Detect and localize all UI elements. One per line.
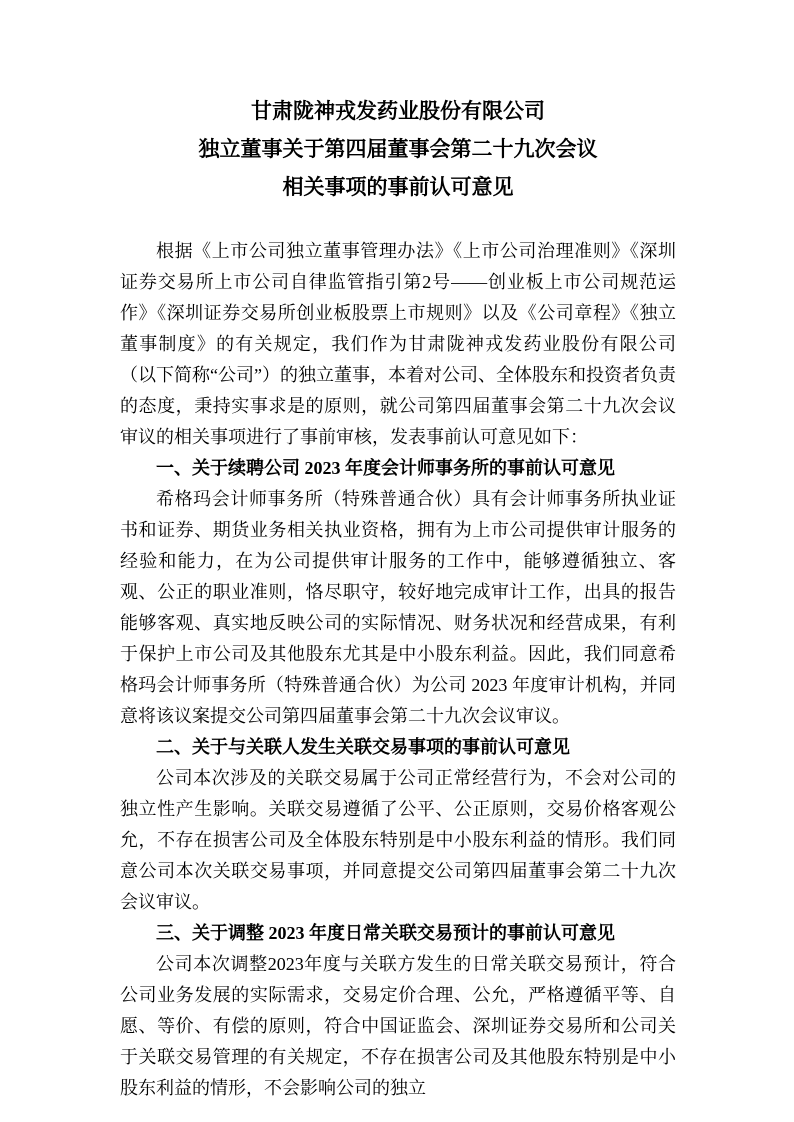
intro-paragraph: 根据《上市公司独立董事管理办法》《上市公司治理准则》《深圳证券交易所上市公司自律监管指引第2号——创业板上市公司规范运作》《深圳证券交易所创业板股票上市规则》以及《公司章程》《独立董事制度》的有关规定，我们作为甘肃陇神戎发药业股份有限公司（以下简称“公司”）的独立董事，本着对公司、全体股东和投资者负责的态度，秉持实事求是的原则，就公司第四届董事会第二十九次会议审议的相关事项进行了事前审核，发表事前认可意见如下： bbox=[120, 241, 676, 447]
document-title bbox=[120, 92, 676, 206]
section-3-paragraph: 公司本次调整2023年度与关联方发生的日常关联交易预计，符合公司业务发展的实际需求，交易定价合理、公允，严格遵循平等、自愿、等价、有偿的原则，符合中国证监会、深圳证券交易所和公司关于关联交易管理的有关规定，不存在损害公司及其他股东特别是中小股东利益的情形，不会影响公司的独立 bbox=[120, 954, 676, 1098]
section-1-paragraph: 希格玛会计师事务所（特殊普通合伙）具有会计师事务所执业证书和证券、期货业务相关执业资格，拥有为上市公司提供审计服务的经验和能力，在为公司提供审计服务的工作中，能够遵循独立、客观、公正的职业准则，恪尽职守，较好地完成审计工作，出具的报告能够客观、真实地反映公司的实际情况、财务状况和经营成果，有利于保护上市公司及其他股东尤其是中小股东利益。因此，我们同意希格玛会计师事务所（特殊普通合伙）为公司 2023 年度审计机构，并同意将该议案提交公司第四届董事会第二十九次会议审议。 bbox=[120, 489, 676, 726]
section-2-heading: 二、关于与关联人发生关联交易事项的事前认可意见 bbox=[156, 737, 570, 757]
section-3-heading: 三、关于调整 2023 年度日常关联交易预计的事前认可意见 bbox=[156, 923, 615, 943]
section-1-heading: 一、关于续聘公司 2023 年度会计师事务所的事前认可意见 bbox=[156, 458, 615, 478]
title-line-1: 甘肃陇神戎发药业股份有限公司 bbox=[251, 99, 545, 123]
section-2-paragraph: 公司本次涉及的关联交易属于公司正常经营行为，不会对公司的独立性产生影响。关联交易遵循了公平、公正原则，交易价格客观公允，不存在损害公司及全体股东特别是中小股东利益的情形。我们同意公司本次关联交易事项，并同意提交公司第四届董事会第二十九次会议审议。 bbox=[120, 768, 676, 912]
title-line-3: 相关事项的事前认可意见 bbox=[282, 175, 514, 199]
title-line-2: 独立董事关于第四届董事会第二十九次会议 bbox=[198, 137, 598, 161]
